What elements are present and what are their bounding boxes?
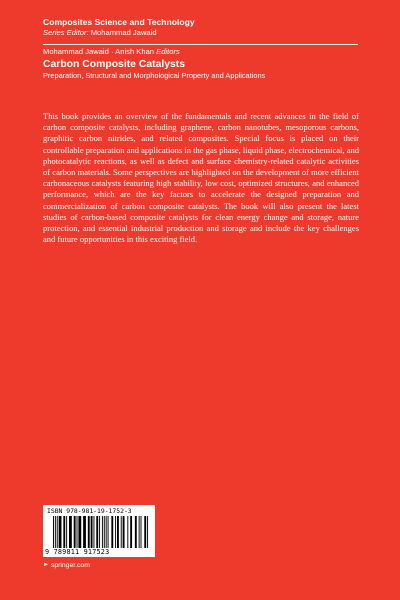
barcode-bar bbox=[63, 516, 65, 548]
editor-names: Mohammad Jawaid · Anish Khan bbox=[43, 47, 155, 56]
isbn-barcode bbox=[43, 505, 155, 557]
barcode-bars bbox=[53, 516, 149, 548]
barcode-bar bbox=[83, 516, 86, 548]
book-subtitle: Preparation, Structural and Morphological Property and Applications bbox=[43, 71, 266, 80]
barcode-graphic bbox=[53, 516, 149, 548]
barcode-bar bbox=[123, 516, 125, 548]
arrow-right-icon: ► bbox=[43, 562, 49, 568]
barcode-bar bbox=[53, 516, 54, 548]
barcode-bar bbox=[78, 516, 81, 548]
book-editors bbox=[43, 47, 373, 57]
barcode-bar bbox=[55, 516, 56, 548]
book-title-block bbox=[43, 47, 373, 81]
book-title: Carbon Composite Catalysts bbox=[43, 59, 186, 70]
barcode-bar bbox=[111, 516, 113, 548]
publisher-url: springer.com bbox=[50, 562, 90, 569]
barcode-bar bbox=[77, 516, 78, 548]
barcode-bar bbox=[74, 516, 76, 548]
barcode-bar bbox=[104, 516, 105, 548]
divider bbox=[43, 44, 358, 45]
barcode-bar bbox=[108, 516, 109, 548]
barcode-bar bbox=[139, 516, 140, 548]
barcode-bar bbox=[144, 516, 146, 548]
barcode-bar bbox=[115, 516, 116, 548]
barcode-bar bbox=[99, 516, 100, 548]
barcode-bar bbox=[93, 516, 94, 548]
barcode-bar bbox=[117, 516, 119, 548]
series-title: Composites Science and Technology bbox=[43, 17, 195, 27]
barcode-bar bbox=[88, 516, 90, 548]
barcode-bar bbox=[141, 516, 142, 548]
series-editor-name: Mohammad Jawaid bbox=[90, 28, 157, 37]
isbn-digits: 9 789811 917523 bbox=[45, 548, 110, 556]
series-editor-label: Series Editor: bbox=[43, 28, 89, 37]
barcode-bar bbox=[57, 516, 58, 548]
barcode-bar bbox=[135, 516, 137, 548]
barcode-bar bbox=[147, 516, 148, 548]
isbn-label: ISBN 978-981-19-1752-3 bbox=[47, 507, 132, 515]
book-description: This book provides an overview of the fundamentals and recent advances in the field of carbon composite catalysts, including graphene, carbon nanotubes, mesoporous carbons, graphitic carbon nitrides, and related composites. Special focus is placed on their controllable preparation and applications in the gas phase, liquid phase, electrochemical, and photocatalytic reactions, as well as defect and surface chemistry-related catalytic activities of carbon materials. Some perspectives are highlighted on the development of more efficient carbonaceous catalysts featuring high stability, low cost, optimized structures, and enhanced performance, which are the key factors to accelerate the designed preparation and commercialization of carbon composite catalysts. The book will also present the latest studies of carbon-based composite catalysts for clean energy change and storage, nature protection, and essential industrial production and storage and include the key challenges and future opportunities in this exciting field. bbox=[43, 111, 359, 245]
barcode-bar bbox=[69, 516, 72, 548]
barcode-bar bbox=[96, 516, 98, 548]
barcode-bar bbox=[91, 516, 93, 548]
barcode-bar bbox=[127, 516, 128, 548]
barcode-bar bbox=[59, 516, 62, 548]
publisher-link[interactable] bbox=[43, 561, 90, 570]
barcode-bar bbox=[106, 516, 107, 548]
series-header bbox=[43, 17, 363, 38]
series-editor bbox=[43, 28, 363, 38]
barcode-bar bbox=[66, 516, 67, 548]
editors-role: Editors bbox=[156, 47, 180, 56]
barcode-bar bbox=[121, 516, 122, 548]
barcode-bar bbox=[130, 516, 132, 548]
barcode-bar bbox=[102, 516, 103, 548]
